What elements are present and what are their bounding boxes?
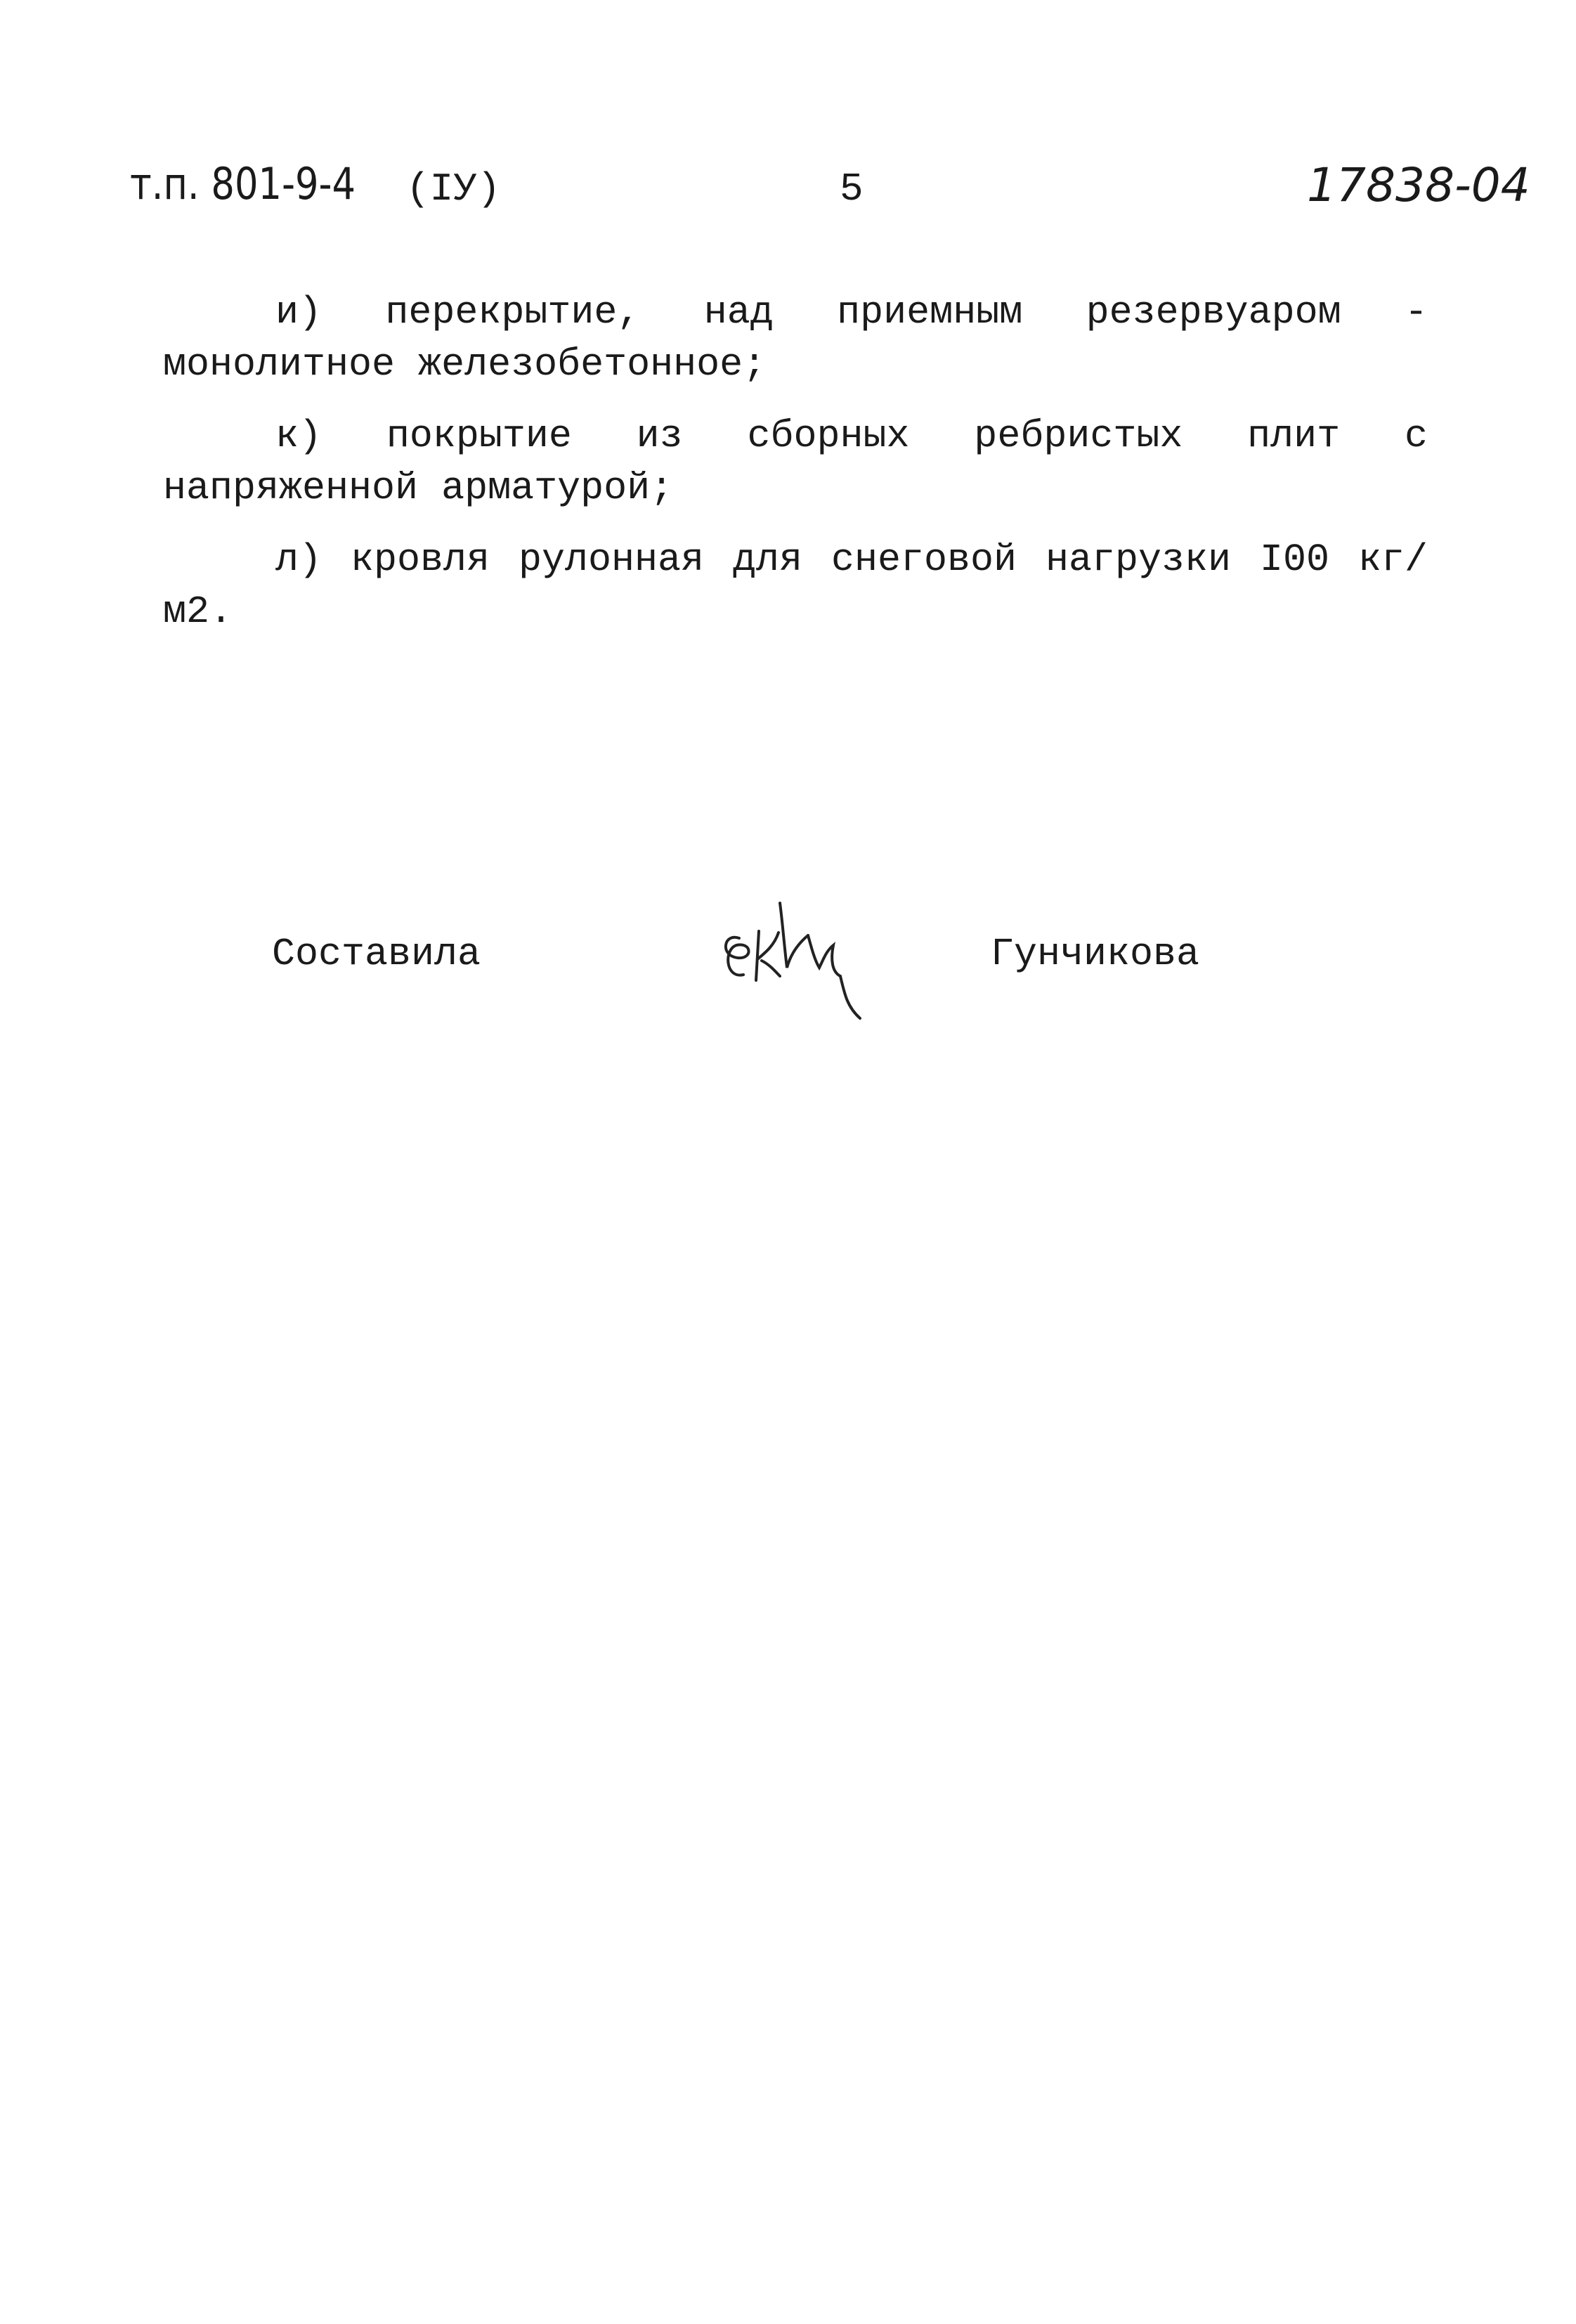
- signature-name: Гунчикова: [991, 932, 1200, 976]
- document-series: (IУ): [406, 167, 501, 212]
- list-item: л) кровля рулонная для снеговой нагрузки I00 кг/м2.: [163, 538, 1428, 634]
- signature-label: Составила: [272, 932, 481, 976]
- list-item: и) перекрытие, над приемным резервуаром - монолитное железобетонное;: [163, 290, 1428, 387]
- inventory-number: 17838-04: [1307, 158, 1530, 212]
- body-text: [163, 287, 1428, 658]
- page-number: 5: [840, 167, 864, 212]
- document-code: т.п. 801-9-4: [130, 158, 356, 209]
- handwritten-signature: [710, 889, 871, 1030]
- list-item: к) покрытие из сборных ребристых плит с напряженной арматурой;: [163, 414, 1428, 510]
